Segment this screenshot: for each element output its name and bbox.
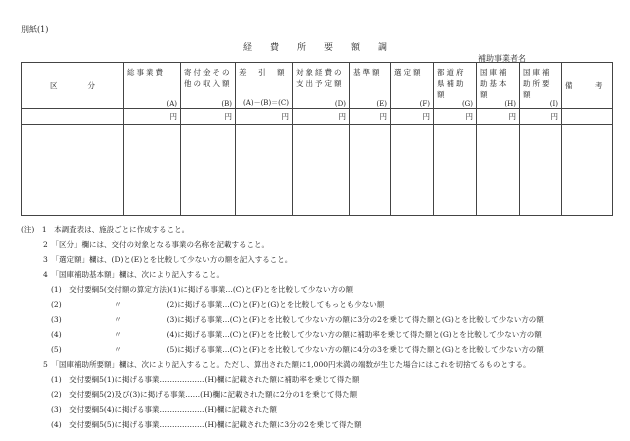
column-header — [124, 63, 181, 109]
note-line: 2 「区分」欄には、交付の対象となる事業の名称を記載すること。 — [43, 240, 270, 249]
column-label: 国庫補助基本額 — [480, 68, 509, 99]
value-cell[interactable] — [293, 125, 350, 216]
yen-unit: 円 — [520, 109, 562, 125]
column-label: 選定額 — [394, 68, 423, 77]
value-cell[interactable] — [181, 125, 236, 216]
applicant-name-label: 補助事業者名 — [478, 54, 526, 63]
yen-unit: 円 — [477, 109, 520, 125]
value-cell[interactable] — [434, 125, 477, 216]
column-label: 都道府県補助額 — [437, 68, 466, 99]
annex-label: 別紙(1) — [21, 25, 49, 34]
yen-unit: 円 — [236, 109, 293, 125]
column-header — [562, 63, 613, 109]
column-header — [434, 63, 477, 109]
column-header — [22, 63, 124, 109]
value-cell[interactable] — [520, 125, 562, 216]
title-char: 所 — [296, 43, 306, 53]
note-line: (1) 交付要綱5(交付額の算定方法)(1)に掲げる事業…(C)と(F)とを比較して少ない方の額 — [51, 285, 354, 294]
title-char: 要 — [324, 43, 334, 53]
yen-unit: 円 — [181, 109, 236, 125]
unit-cell — [22, 109, 124, 125]
note-line: (2) 〃 (2)に掲げる事業…(C)と(F)と(G)とを比較してもっとも少ない額 — [51, 300, 385, 309]
column-header — [520, 63, 562, 109]
column-header — [293, 63, 350, 109]
column-code: (H) — [504, 100, 516, 108]
note-line: (注) 1 本調査表は、施設ごとに作成すること。 — [21, 225, 190, 234]
column-code: (E) — [376, 100, 387, 108]
yen-unit: 円 — [350, 109, 391, 125]
column-header — [181, 63, 236, 109]
value-cell[interactable] — [350, 125, 391, 216]
value-cell[interactable] — [124, 125, 181, 216]
note-line: (4) 交付要綱5(5)に掲げる事業………………(H)欄に記載された額に3分の2を乗じて得た額 — [51, 420, 362, 429]
note-line: 4 「国庫補助基本額」欄は、次により記入すること。 — [43, 270, 225, 279]
column-code: (B) — [221, 100, 232, 108]
column-code: (G) — [461, 100, 473, 108]
yen-unit: 円 — [434, 109, 477, 125]
note-line: (4) 〃 (4)に掲げる事業…(C)と(F)とを比較して少ない方の額に補助率を乗じて得た額と(G)とを比較して少ない方の額 — [51, 330, 542, 339]
column-header — [236, 63, 293, 109]
title-char: 額 — [351, 43, 361, 53]
expense-table — [21, 62, 613, 216]
column-header — [391, 63, 434, 109]
page-title — [0, 40, 630, 53]
column-label: 国庫補助所要額 — [523, 68, 552, 99]
column-header — [477, 63, 520, 109]
note-line: 5 「国庫補助所要額」欄は、次により記入すること。ただし、算出された額に1,000円未満の端数が生じた場合にはこれを切捨てるものとする。 — [43, 360, 531, 369]
column-label: 総事業費 — [127, 68, 165, 77]
column-code: (A) — [166, 100, 177, 108]
title-char: 費 — [269, 43, 279, 53]
column-code: (D) — [334, 100, 346, 108]
note-line: (1) 交付要綱5(1)に掲げる事業………………(H)欄に記載された額に補助率を乗じて得た額 — [51, 375, 360, 384]
notes — [21, 222, 544, 432]
column-label: 差 引 額 — [239, 68, 287, 77]
yen-unit: 円 — [293, 109, 350, 125]
column-label: 寄付金その他の収入額 — [184, 68, 232, 88]
column-code: (I) — [549, 100, 558, 108]
column-code: (F) — [419, 100, 430, 108]
column-label: 基準額 — [353, 68, 382, 77]
column-label: 備 考 — [565, 81, 603, 90]
note-line: (5) 〃 (5)に掲げる事業…(C)と(F)とを比較して少ない方の額に4分の3を乗じて得た額と(G)とを比較して少ない方の額 — [51, 345, 544, 354]
value-cell[interactable] — [391, 125, 434, 216]
column-code: (A)－(B)＝(C) — [243, 99, 289, 107]
yen-unit: 円 — [124, 109, 181, 125]
column-label: 対象経費の支出予定額 — [296, 68, 344, 88]
title-char: 調 — [378, 43, 388, 53]
remarks-cell[interactable] — [562, 125, 613, 216]
column-header — [350, 63, 391, 109]
column-label: 区 分 — [50, 81, 95, 90]
value-cell[interactable] — [236, 125, 293, 216]
value-cell[interactable] — [477, 125, 520, 216]
note-line: (3) 交付要綱5(4)に掲げる事業………………(H)欄に記載された額 — [51, 405, 277, 414]
title-char: 経 — [242, 43, 252, 53]
category-cell[interactable] — [22, 125, 124, 216]
unit-cell — [562, 109, 613, 125]
note-line: 3 「選定額」欄は、(D)と(E)とを比較して少ない方の額を記入すること。 — [43, 255, 293, 264]
note-line: (3) 〃 (3)に掲げる事業…(C)と(F)とを比較して少ない方の額に3分の2を乗じて得た額と(G)とを比較して少ない方の額 — [51, 315, 544, 324]
yen-unit: 円 — [391, 109, 434, 125]
note-line: (2) 交付要綱5(2)及び(3)に掲げる事業……(H)欄に記載された額に2分の1を乗じて得た額 — [51, 390, 358, 399]
